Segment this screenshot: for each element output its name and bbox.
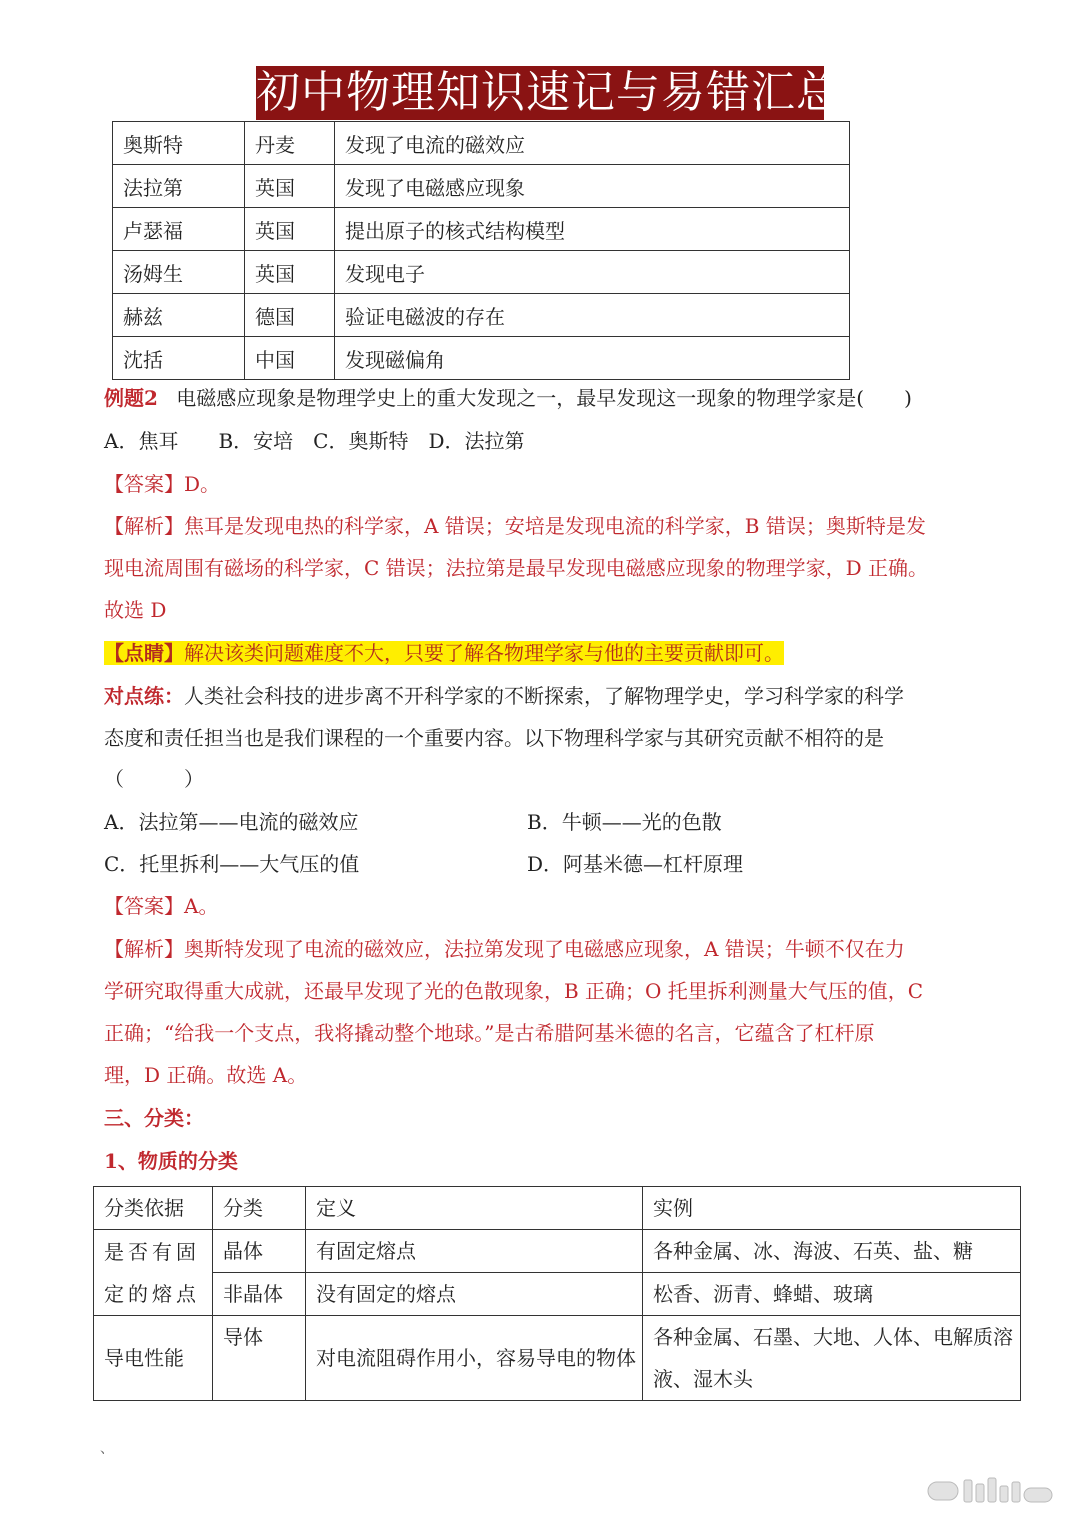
header-definition: 定义 xyxy=(306,1187,643,1230)
example-options: A．焦耳 B．安培 C．奥斯特 D．法拉第 xyxy=(104,429,525,453)
example-analysis-line: 现电流周围有磁场的科学家，C 错误；法拉第是最早发现电磁感应现象的物理学家，D 正确。 xyxy=(104,556,929,580)
scientist-row xyxy=(113,337,850,380)
practice-question-line: 对点练：人类社会科技的进步离不开科学家的不断探索，了解物理学史，学习科学家的科学 xyxy=(104,684,904,708)
scientist-country: 英国 xyxy=(245,165,335,208)
stray-mark: 、 xyxy=(100,1441,114,1457)
scientist-contribution: 发现了电流的磁效应 xyxy=(335,122,850,165)
header-category: 分类 xyxy=(213,1187,306,1230)
scientist-country: 中国 xyxy=(245,337,335,380)
scientist-name: 卢瑟福 xyxy=(113,208,245,251)
basis-conductivity: 导电性能 xyxy=(94,1316,213,1401)
scientist-row xyxy=(113,251,850,294)
practice-option-a: A．法拉第——电流的磁效应 xyxy=(104,810,359,834)
watermark-logo-icon xyxy=(926,1474,1058,1508)
tip-label: 【点睛】 xyxy=(104,641,184,665)
practice-analysis-line: 正确；“给我一个支点，我将撬动整个地球。”是古希腊阿基米德的名言，它蕴含了杠杆原 xyxy=(104,1021,875,1045)
practice-option-c: C．托里拆利——大气压的值 xyxy=(104,852,360,876)
scientist-country: 丹麦 xyxy=(245,122,335,165)
scientist-name: 奥斯特 xyxy=(113,122,245,165)
analysis-label: 【解析】 xyxy=(104,514,184,538)
practice-answer xyxy=(104,890,218,919)
header-basis: 分类依据 xyxy=(94,1187,213,1230)
practice-option-b: B．牛顿——光的色散 xyxy=(527,810,722,834)
definition-cell: 对电流阻碍作用小，容易导电的物体 xyxy=(306,1316,643,1401)
example-analysis-line: 【解析】焦耳是发现电热的科学家，A 错误；安培是发现电流的科学家，B 错误；奥斯特是发 xyxy=(104,514,926,538)
examples-cell: 各种金属、石墨、大地、人体、电解质溶液、湿木头 xyxy=(643,1316,1021,1401)
scientist-contribution: 发现了电磁感应现象 xyxy=(335,165,850,208)
section-heading: 三、分类： xyxy=(104,1106,204,1130)
definition-cell: 没有固定的熔点 xyxy=(306,1273,643,1316)
practice-analysis-line: 【解析】奥斯特发现了电流的磁效应，法拉第发现了电磁感应现象，A 错误；牛顿不仅在力 xyxy=(104,937,905,961)
sub-heading: 1、物质的分类 xyxy=(104,1149,238,1173)
scientist-country: 英国 xyxy=(245,208,335,251)
scientist-country: 英国 xyxy=(245,251,335,294)
tip-text: 【点睛】解决该类问题难度不大，只要了解各物理学家与他的主要贡献即可。 xyxy=(104,641,784,665)
example-analysis-line: 故选 D xyxy=(104,598,167,622)
practice-option-d: D．阿基米德—杠杆原理 xyxy=(527,852,744,876)
scientist-row xyxy=(113,294,850,337)
examples-cell: 各种金属、冰、海波、石英、盐、糖 xyxy=(643,1230,1021,1273)
practice-analysis-line: 理，D 正确。故选 A。 xyxy=(104,1063,308,1087)
example-answer xyxy=(104,468,220,497)
basis-melting-point: 是否有固定的熔点 xyxy=(94,1230,213,1316)
scientist-row xyxy=(113,122,850,165)
scientist-table xyxy=(112,121,850,380)
example-label: 例题2 xyxy=(104,386,158,410)
example-tip xyxy=(104,637,784,666)
practice-question-line: （ ） xyxy=(104,767,204,791)
category-cell: 非晶体 xyxy=(213,1273,306,1316)
examples-cell: 松香、沥青、蜂蜡、玻璃 xyxy=(643,1273,1021,1316)
scientist-row xyxy=(113,208,850,251)
scientist-contribution: 提出原子的核式结构模型 xyxy=(335,208,850,251)
scientist-row xyxy=(113,165,850,208)
scientist-contribution: 发现电子 xyxy=(335,251,850,294)
answer-value: D。 xyxy=(184,472,221,496)
scientist-country: 德国 xyxy=(245,294,335,337)
answer-label: 【答案】 xyxy=(104,894,184,918)
page-title: 初中物理知识速记与易错汇总 xyxy=(256,67,841,118)
example-question xyxy=(104,382,912,411)
answer-label: 【答案】 xyxy=(104,472,184,496)
answer-value: A。 xyxy=(184,894,219,918)
example-question-text: 电磁感应现象是物理学史上的重大发现之一，最早发现这一现象的物理学家是( ) xyxy=(176,386,912,410)
practice-analysis-line: 学研究取得重大成就，还最早发现了光的色散现象，B 正确；O 托里拆利测量大气压的值，C xyxy=(104,979,924,1003)
header-examples: 实例 xyxy=(643,1187,1021,1230)
practice-question-line: 态度和责任担当也是我们课程的一个重要内容。以下物理科学家与其研究贡献不相符的是 xyxy=(104,726,884,750)
scientist-name: 沈括 xyxy=(113,337,245,380)
scientist-contribution: 发现磁偏角 xyxy=(335,337,850,380)
classification-table xyxy=(93,1186,1021,1401)
category-cell: 导体 xyxy=(213,1316,306,1401)
practice-label: 对点练： xyxy=(104,684,184,708)
definition-cell: 有固定熔点 xyxy=(306,1230,643,1273)
scientist-name: 赫兹 xyxy=(113,294,245,337)
scientist-contribution: 验证电磁波的存在 xyxy=(335,294,850,337)
scientist-name: 汤姆生 xyxy=(113,251,245,294)
analysis-label: 【解析】 xyxy=(104,937,184,961)
category-cell: 晶体 xyxy=(213,1230,306,1273)
scientist-name: 法拉第 xyxy=(113,165,245,208)
